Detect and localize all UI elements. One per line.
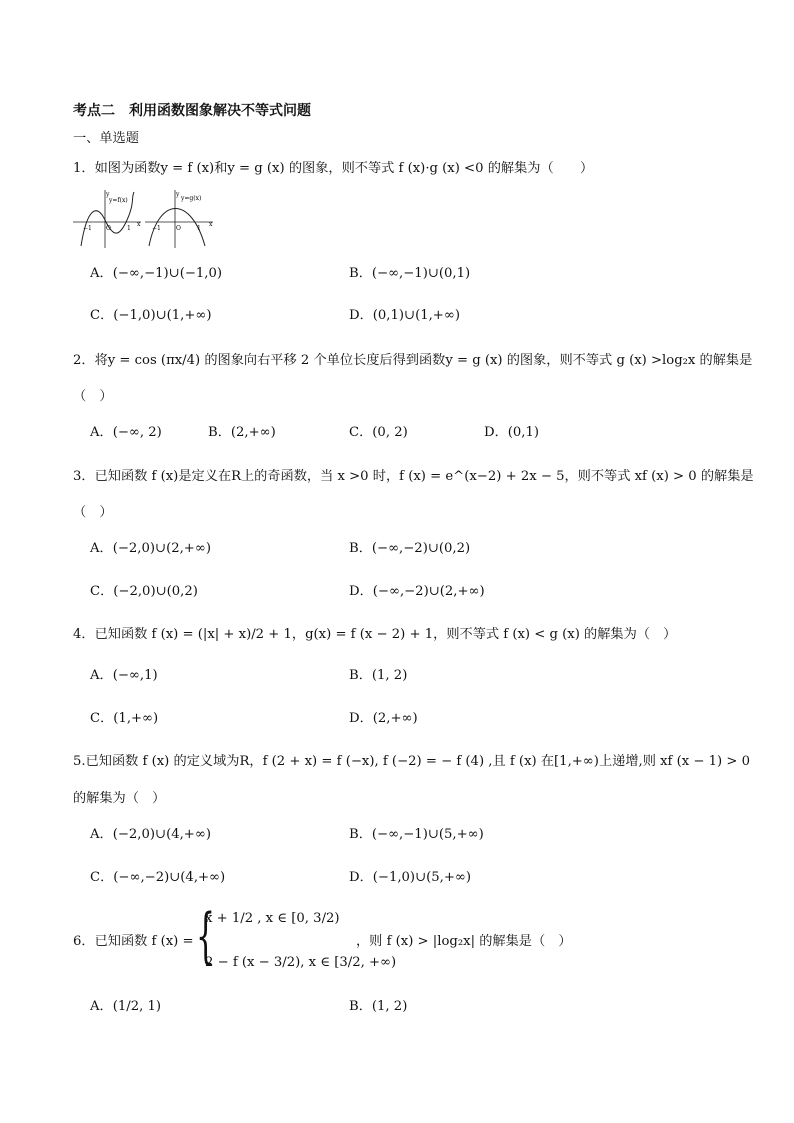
graph-f-y-label: y bbox=[106, 191, 110, 198]
graph-g-y-label: y bbox=[176, 191, 180, 198]
question-6-case-2: 2 − f (x − 3/2), x ∈ [3/2, +∞) bbox=[205, 955, 397, 970]
q6-option-a[interactable]: A．(1/2, 1) bbox=[90, 999, 161, 1014]
q2-option-a[interactable]: A．(−∞, 2) bbox=[90, 425, 162, 440]
graph-f bbox=[73, 188, 143, 250]
question-6-stem-post: ，则 f (x) > |log₂x| 的解集是（ ） bbox=[356, 934, 572, 949]
question-4-stem: 4．已知函数 f (x) = (|x| + x)/2 + 1，g(x) = f (x − 2) + 1，则不等式 f (x) < g (x) 的解集为（ ） bbox=[73, 627, 677, 642]
section-title: 考点二 利用函数图象解决不等式问题 bbox=[73, 103, 311, 119]
graph-f-neg1-label: −1 bbox=[83, 225, 92, 232]
graph-g-origin-label: O bbox=[176, 225, 181, 232]
graph-g-x-label: x bbox=[209, 221, 213, 228]
q5-option-d[interactable]: D．(−1,0)∪(5,+∞) bbox=[349, 870, 472, 885]
q2-option-c[interactable]: C．(0, 2) bbox=[349, 425, 408, 440]
q1-option-d[interactable]: D．(0,1)∪(1,+∞) bbox=[349, 308, 460, 323]
question-5-stem: 5.已知函数 f (x) 的定义域为R，f (2 + x) = f (−x), f (−2) = − f (4) ,且 f (x) 在[1,+∞)上递增,则 xf (x − 1) > 0 bbox=[73, 754, 750, 769]
q1-option-a[interactable]: A．(−∞,−1)∪(−1,0) bbox=[90, 266, 223, 281]
graph-g-curve-label: y=g(x) bbox=[181, 195, 202, 202]
q3-option-d[interactable]: D．(−∞,−2)∪(2,+∞) bbox=[349, 584, 485, 599]
question-6-case-1: x + 1/2 , x ∈ [0, 3/2) bbox=[205, 911, 340, 926]
graph-f-curve-label: y=f(x) bbox=[109, 197, 128, 204]
question-5-stem-cont: 的解集为（ ） bbox=[73, 791, 166, 806]
q2-option-b[interactable]: B．(2,+∞) bbox=[208, 425, 276, 440]
question-6-stem-pre: 6．已知函数 f (x) = bbox=[73, 934, 194, 949]
question-2-stem: 2．将y = cos (πx/4) 的图象向右平移 2 个单位长度后得到函数y = g (x) 的图象，则不等式 g (x) >log₂x 的解集是 bbox=[73, 353, 753, 368]
q5-option-c[interactable]: C．(−∞,−2)∪(4,+∞) bbox=[90, 870, 226, 885]
graph-f-one-label: 1 bbox=[127, 225, 131, 232]
q5-option-a[interactable]: A．(−2,0)∪(4,+∞) bbox=[90, 827, 211, 842]
question-3-stem-cont: （ ） bbox=[73, 505, 113, 520]
q1-option-b[interactable]: B．(−∞,−1)∪(0,1) bbox=[349, 266, 471, 281]
q1-option-c[interactable]: C．(−1,0)∪(1,+∞) bbox=[90, 308, 212, 323]
q5-option-b[interactable]: B．(−∞,−1)∪(5,+∞) bbox=[349, 827, 484, 842]
q2-option-d[interactable]: D．(0,1) bbox=[484, 425, 540, 440]
q3-option-a[interactable]: A．(−2,0)∪(2,+∞) bbox=[90, 541, 211, 556]
q4-option-c[interactable]: C．(1,+∞) bbox=[90, 711, 159, 726]
piecewise-brace: { bbox=[196, 901, 216, 971]
q4-option-d[interactable]: D．(2,+∞) bbox=[349, 711, 418, 726]
q4-option-a[interactable]: A．(−∞,1) bbox=[90, 668, 158, 683]
graph-g-neg1-label: −1 bbox=[152, 225, 161, 232]
subsection-heading: 一、单选题 bbox=[73, 131, 139, 146]
graph-g bbox=[145, 188, 215, 250]
q3-option-c[interactable]: C．(−2,0)∪(0,2) bbox=[90, 584, 198, 599]
graph-g-one-label: 1 bbox=[197, 225, 201, 232]
q3-option-b[interactable]: B．(−∞,−2)∪(0,2) bbox=[349, 541, 471, 556]
q4-option-b[interactable]: B．(1, 2) bbox=[349, 668, 408, 683]
question-2-stem-cont: （ ） bbox=[73, 389, 113, 404]
graph-f-x-label: x bbox=[137, 221, 141, 228]
question-3-stem: 3．已知函数 f (x)是定义在R上的奇函数，当 x >0 时，f (x) = e^(x−2) + 2x − 5，则不等式 xf (x) > 0 的解集是 bbox=[73, 469, 754, 484]
graph-f-origin-label: O bbox=[106, 225, 111, 232]
q6-option-b[interactable]: B．(1, 2) bbox=[349, 999, 408, 1014]
question-1-stem: 1．如图为函数y = f (x)和y = g (x) 的图象，则不等式 f (x)·g (x) <0 的解集为（ ） bbox=[73, 161, 594, 176]
